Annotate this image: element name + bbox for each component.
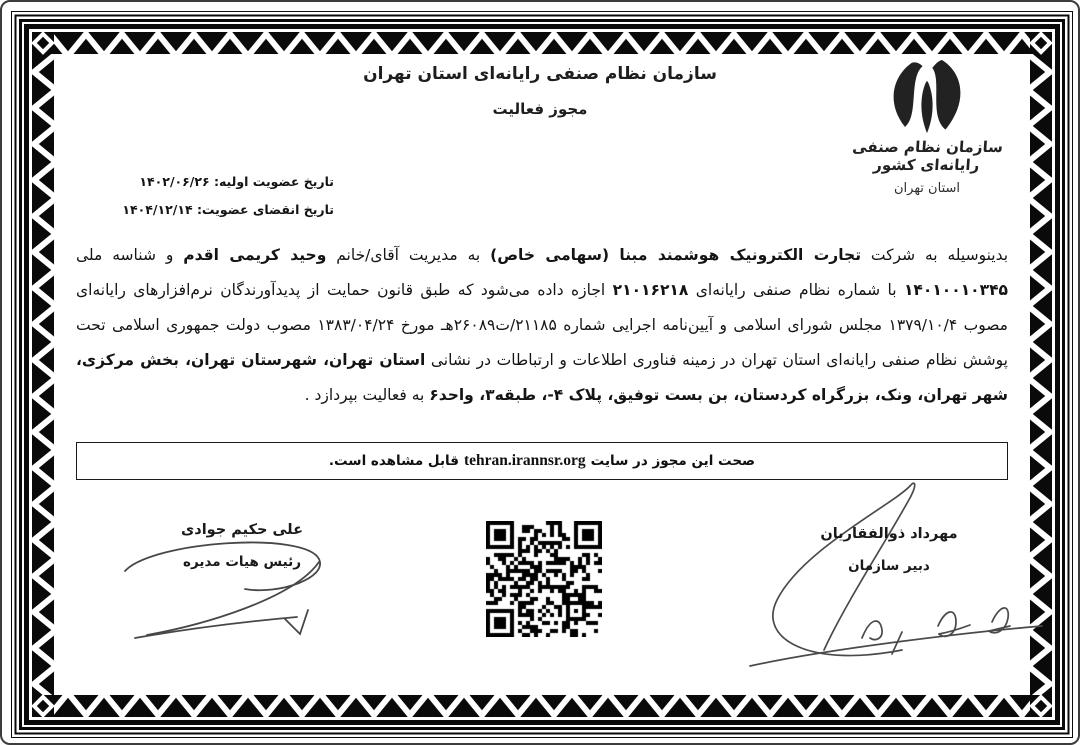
body-segment: وحید کریمی اقدم [183, 246, 327, 264]
secretary-name: مهرداد ذوالفقاریان [820, 526, 958, 542]
body-segment: بدینوسیله به شرکت [861, 246, 1009, 264]
license-body-text [76, 238, 1008, 413]
verification-box [76, 442, 1008, 480]
chairman-signature-block [132, 522, 352, 570]
membership-expiry-label: تاریخ انقضای عضویت: [196, 202, 334, 217]
nsr-tulip-logo-icon [881, 60, 973, 134]
secretary-title: دبیر سازمان [848, 558, 930, 574]
initial-membership-value: ۱۴۰۲/۰۶/۲۶ [139, 174, 210, 189]
body-segment: به فعالیت بپردازد . [304, 386, 430, 404]
logo-province-name: استان تهران [893, 181, 960, 196]
verification-suffix: قابل مشاهده است. [328, 453, 459, 469]
body-segment: و شناسه ملی [76, 246, 184, 264]
body-segment: تجارت الکترونیک هوشمند مبنا (سهامی خاص) [490, 246, 862, 264]
initial-membership-date [64, 168, 334, 196]
secretary-signature-icon [742, 480, 1052, 680]
membership-expiry-date [64, 196, 334, 224]
body-segment: ۲۱۰۱۶۲۱۸ [612, 281, 689, 299]
chairman-name: علی حکیم جوادی [180, 522, 303, 538]
body-segment: استان تهران، شهرستان تهران، بخش مرکزی، شهر تهران، ونک، بزرگراه کردستان، بن بست توفیق، پلاک ۴-، طبقه۳، واحد۶ [76, 351, 1008, 404]
body-segment: به مدیریت آقای/خانم [326, 246, 491, 264]
organization-logo-block [832, 60, 1022, 196]
document-type-title: مجوز فعالیت [492, 100, 588, 118]
secretary-signature-block [774, 526, 1004, 574]
initial-membership-label: تاریخ عضویت اولیه: [213, 174, 334, 189]
page-title: سازمان نظام صنفی رایانه‌ای استان تهران [363, 64, 717, 84]
verification-url-link[interactable]: tehran.irannsr.org [463, 452, 586, 469]
logo-organization-name: سازمان نظام صنفی رایانه‌ای کشور [851, 138, 1004, 174]
chairman-title: رئیس هیات مدیره [183, 554, 301, 570]
body-segment: ۱۴۰۱۰۰۱۰۳۴۵ [903, 281, 1009, 299]
body-segment: با شماره نظام صنفی رایانه‌ای [688, 281, 904, 299]
membership-dates [64, 168, 334, 224]
qr-code [486, 521, 602, 637]
verification-prefix: صحت این مجوز در سایت [590, 453, 756, 469]
membership-expiry-value: ۱۴۰۴/۱۲/۱۴ [122, 202, 193, 217]
body-segment: اجازه داده می‌شود که طبق قانون حمایت از پدیدآورندگان نرم‌افزارهای رایانه‌ای مصوب ۱۳۷۹/۱۰/۴ مجلس شورای اسلامی و آیین‌نامه اجرایی شماره ۲۱۱۸۵/ت۲۶۰۸۹هـ مورخ ۱۳۸۳/۰۴/۲۴ مصوب دولت جمهوری اسلامی تحت پوشش نظام صنفی رایانه‌ای استان تهران در زمینه فناوری اطلاعات و ارتباطات در نشانی [76, 281, 1008, 369]
